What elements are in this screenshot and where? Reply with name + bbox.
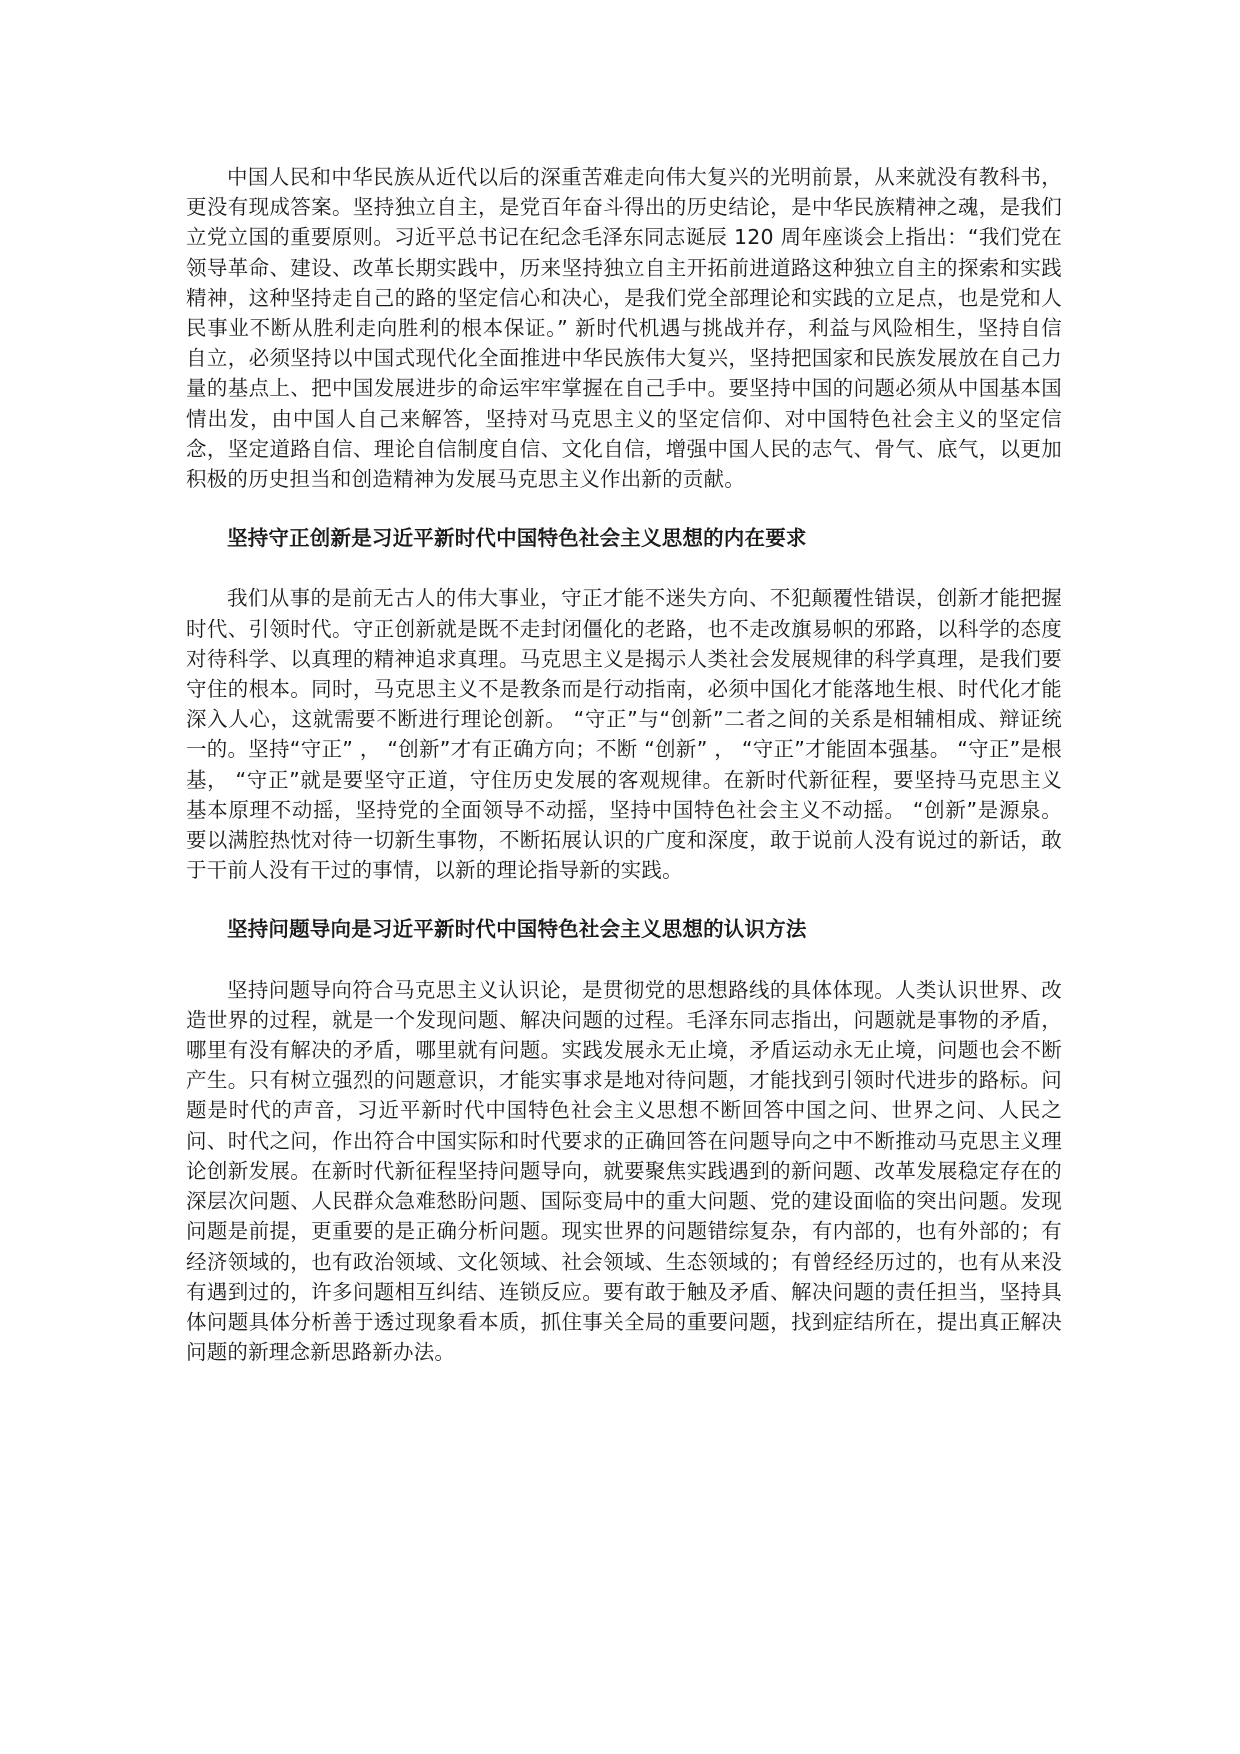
section-heading-problem-orientation: 坚持问题导向是习近平新时代中国特色社会主义思想的认识方法 <box>227 917 807 942</box>
section-heading-innovation: 坚持守正创新是习近平新时代中国特色社会主义思想的内在要求 <box>227 526 807 551</box>
paragraph-independence: 中国人民和中华民族从近代以后的深重苦难走向伟大复兴的光明前景，从来就没有教科书，更没有现成答案。坚持独立自主，是党百年奋斗得出的历史结论，是中华民族精神之魂，是我们立党立国的重要原则。习近平总书记在纪念毛泽东同志诞辰 120 周年座谈会上指出：“我们党在领导革命、建设、改革长期实践中，历来坚持独立自主开拓前进道路这种独立自主的探索和实践精神，这种坚持走自己的路的坚定信心和决心，是我们党全部理论和实践的立足点，也是党和人民事业不断从胜利走向胜利的根本保证。” 新时代机遇与挑战并存，利益与风险相生，坚持自信自立，必须坚持以中国式现代化全面推进中华民族伟大复兴，坚持把国家和民族发展放在自己力量的基点上、把中国发展进步的命运牢牢掌握在自己手中。要坚持中国的问题必须从中国基本国情出发，由中国人自己来解答，坚持对马克思主义的坚定信仰、对中国特色社会主义的坚定信念，坚定道路自信、理论自信制度自信、文化自信，增强中国人民的志气、骨气、底气，以更加积极的历史担当和创造精神为发展马克思主义作出新的贡献。 <box>186 165 1062 492</box>
document-page <box>186 162 1062 1367</box>
paragraph-innovation: 我们从事的是前无古人的伟大事业，守正才能不迷失方向、不犯颠覆性错误，创新才能把握时代、引领时代。守正创新就是既不走封闭僵化的老路，也不走改旗易帜的邪路，以科学的态度对待科学、以真理的精神追求真理。马克思主义是揭示人类社会发展规律的科学真理，是我们要守住的根本。同时，马克思主义不是教条而是行动指南，必须中国化才能落地生根、时代化才能深入人心，这就需要不断进行理论创新。 “守正”与“创新”二者之间的关系是相辅相成、辩证统一的。坚持“守正” ， “创新”才有正确方向；不断 “创新” ， “守正”才能固本强基。 “守正”是根基， “守正”就是要坚守正道，守住历史发展的客观规律。在新时代新征程，要坚持马克思主义基本原理不动摇，坚持党的全面领导不动摇，坚持中国特色社会主义不动摇。 “创新”是源泉。要以满腔热忱对待一切新生事物，不断拓展认识的广度和深度，敢于说前人没有说过的新话，敢于干前人没有干过的事情，以新的理论指导新的实践。 <box>186 586 1062 883</box>
paragraph-problem-orientation: 坚持问题导向符合马克思主义认识论，是贯彻党的思想路线的具体体现。人类认识世界、改造世界的过程，就是一个发现问题、解决问题的过程。毛泽东同志指出，问题就是事物的矛盾，哪里有没有解决的矛盾，哪里就有问题。实践发展永无止境，矛盾运动永无止境，问题也会不断产生。只有树立强烈的问题意识，才能实事求是地对待问题，才能找到引领时代进步的路标。问题是时代的声音，习近平新时代中国特色社会主义思想不断回答中国之问、世界之问、人民之问、时代之问，作出符合中国实际和时代要求的正确回答在问题导向之中不断推动马克思主义理论创新发展。在新时代新征程坚持问题导向，就要聚焦实践遇到的新问题、改革发展稳定存在的深层次问题、人民群众急难愁盼问题、国际变局中的重大问题、党的建设面临的突出问题。发现问题是前提，更重要的是正确分析问题。现实世界的问题错综复杂，有内部的，也有外部的；有经济领域的，也有政治领域、文化领域、社会领域、生态领域的；有曾经经历过的，也有从来没有遇到过的，许多问题相互纠结、连锁反应。要有敢于触及矛盾、解决问题的责任担当，坚持具体问题具体分析善于透过现象看本质，抓住事关全局的重要问题，找到症结所在，提出真正解决问题的新理念新思路新办法。 <box>186 977 1062 1365</box>
